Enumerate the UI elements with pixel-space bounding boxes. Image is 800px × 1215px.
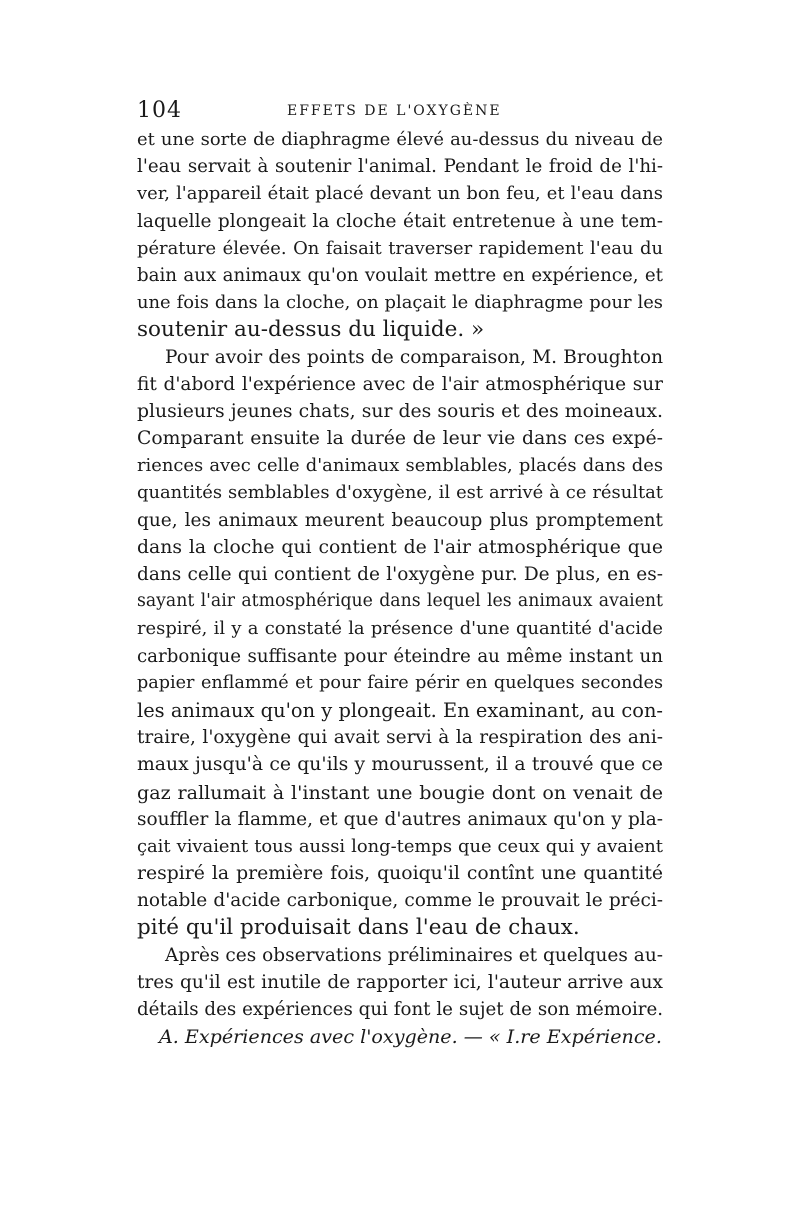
text-line: gaz rallumait à l'instant une bougie dont on venait de [137,780,663,804]
body-text [137,126,663,1050]
text-line: carbonique suffisante pour éteindre au même instant un [137,645,663,667]
text-line: çait vivaient tous aussi long-temps que ceux qui y avaient [137,835,663,857]
text-line: traire, l'oxygène qui avait servi à la respiration des ani- [137,727,663,749]
text-line: ver, l'appareil était placé devant un bon feu, et l'eau dans [137,183,663,205]
text-line: et une sorte de diaphragme élevé au-dessus du niveau de [137,129,663,150]
text-line: quantités semblables d'oxygène, il est arrivé à ce résultat [137,482,663,504]
text-line: l'eau servait à soutenir l'animal. Pendant le froid de l'hi- [137,156,663,178]
text-line: dans celle qui contient de l'oxygène pur. De plus, en es- [137,564,663,585]
text-line: pérature élevée. On faisait traverser rapidement l'eau du [137,237,663,259]
text-line: maux jusqu'à ce qu'ils y mourussent, il a trouvé que ce [137,754,663,776]
text-line: les animaux qu'on y plongeait. En examinant, au con- [137,698,663,722]
text-line: papier enflammé et pour faire périr en quelques secondes [137,672,663,693]
running-head: EFFETS DE L'OXYGÈNE [287,103,502,119]
paragraph-start-line: Pour avoir des points de comparaison, M. Broughton [165,346,663,368]
text-line: que, les animaux meurent beaucoup plus promptement [137,509,663,531]
text-line: laquelle plongeait la cloche était entretenue à une tem- [137,210,663,232]
text-line: tres qu'il est inutile de rapporter ici, l'auteur arrive aux [137,971,663,993]
text-line: notable d'acide carbonique, comme le prouvait le préci- [137,890,663,912]
section-heading-line: A. Expériences avec l'oxygène. — « I.re Expérience. [159,1025,662,1049]
text-line: plusieurs jeunes chats, sur des souris et des moineaux. [137,400,663,422]
text-line: riences avec celle d'animaux semblables, placés dans des [137,455,663,477]
page-header [137,98,663,124]
text-line: Comparant ensuite la durée de leur vie dans ces expé- [137,428,663,450]
page-number: 104 [137,98,182,123]
text-line: respiré, il y a constaté la présence d'une quantité d'acide [137,618,663,640]
text-line: bain aux animaux qu'on voulait mettre en expérience, et [137,264,663,286]
text-line: souffler la flamme, et que d'autres animaux qu'on y pla- [137,808,663,830]
paragraph-start-line: Après ces observations préliminaires et quelques au- [165,944,663,966]
text-line: sayant l'air atmosphérique dans lequel les animaux avaient [137,591,663,612]
text-line: une fois dans la cloche, on plaçait le diaphragme pour les [137,292,663,314]
text-line: détails des expériences qui font le sujet de son mémoire. [137,999,663,1020]
text-line: dans la cloche qui contient de l'air atmosphérique que [137,536,663,558]
text-line: respiré la première fois, quoiqu'il contînt une quantité [137,863,663,885]
text-line: pité qu'il produisait dans l'eau de chaux. [137,915,580,941]
text-line: soutenir au-dessus du liquide. » [137,317,485,343]
text-line: fit d'abord l'expérience avec de l'air atmosphérique sur [137,373,663,395]
